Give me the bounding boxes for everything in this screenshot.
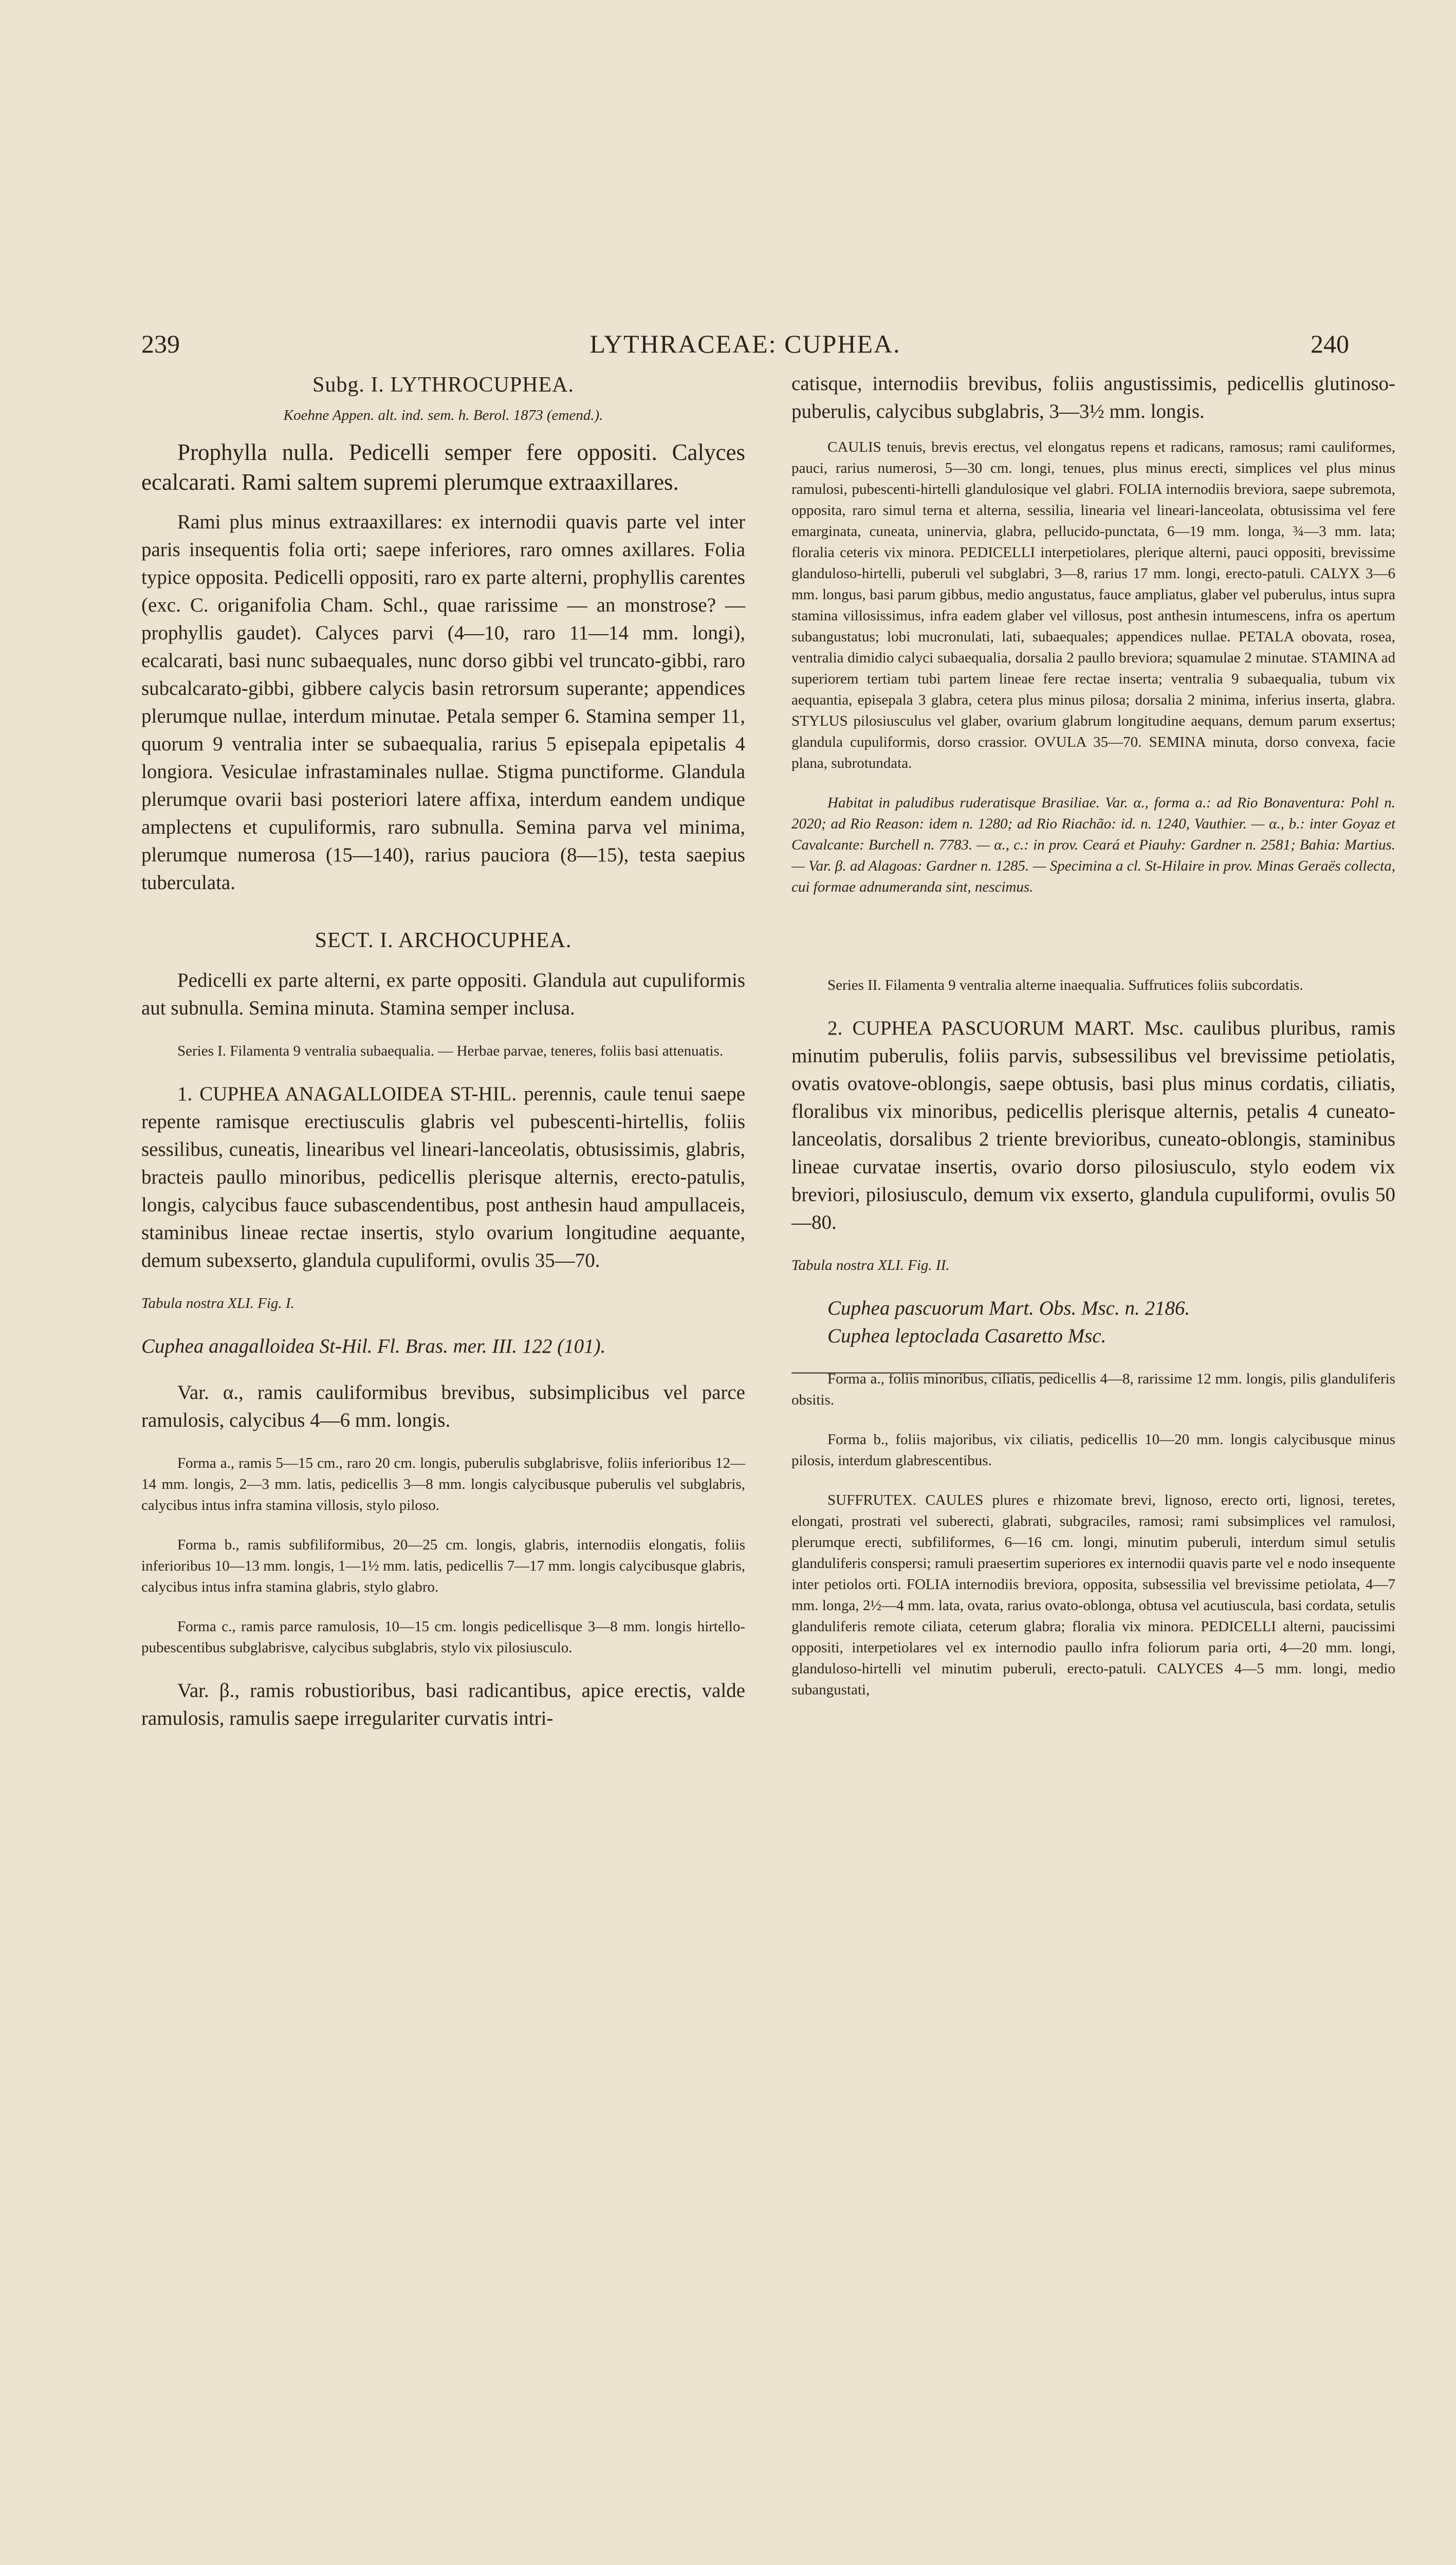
subgenus-title: Subg. I. LYTHROCUPHEA.	[312, 373, 574, 397]
synonym-two-b: Cuphea leptoclada Casaretto Msc.	[827, 1325, 1107, 1347]
section-divider	[791, 1372, 1059, 1374]
subgenus-citation: Koehne Appen. alt. ind. sem. h. Berol. 1873 (emend.).	[283, 407, 603, 423]
series-two: Series II. Filamenta 9 ventralia alterne inaequalia. Suffrutices foliis subcordatis.	[827, 977, 1303, 993]
species-two-diagnosis: Msc. caulibus pluribus, ramis minutim puberulis, foliis parvis, subsessilibus vel brevissime petiolatis, ovatis ovatove-oblongis, saepe obtusis, basi plus minus cordatis, ciliatis, floralibus vix minoribus, pedicellis plerisque alternis, petalis 4 cuneato-lanceolatis, dorsalibus 2 triente brevioribus, cuneato-oblongis, staminibus lineae curvatae insertis, ovario dorso pilosiusculo, stylo eodem vix breviori, pilosiusculo, demum vix exserto, glandula cupuliformi, ovulis 50—80.	[791, 1017, 1395, 1233]
species-two-name: 2. CUPHEA PASCUORUM MART.	[827, 1017, 1135, 1039]
right-column	[791, 370, 1395, 1701]
page-number-right: 240	[1311, 329, 1349, 358]
species-two-description: SUFFRUTEX. CAULES plures e rhizomate brevi, lignoso, erecto orti, lignosi, teretes, elongati, prostrati vel suberecti, glabrati, subgraciles, ramosi; rami subsimplices vel ramulosi, plerumque erecti, subfiliformes, 6—16 cm. longi, minutim puberuli, interdum simul setulis glanduliferis conspersi; ramuli praesertim superiores ex internodii quavis parte vel e nodo insequente inter petiolos orti. FOLIA internodiis breviora, opposita, subsessilia vel brevissime petiolata, 4—7 mm. longa, 2½—4 mm. lata, ovata, rarius ovato-oblonga, obtusa vel acutiuscula, basi cordata, setulis glanduliferis remote ciliata, ceterum glabra; floralia vix minora. PEDICELLI alterni, paucissimi oppositi, interpetiolares vel ex internodio paullo infra foliorum paria orti, 4—20 mm. longi, glanduloso-hirtelli vel minutim puberuli, erecto-patuli. CALYCES 4—5 mm. longi, medio subangustati,	[791, 1492, 1395, 1698]
tabula-one: Tabula nostra XLI. Fig. I.	[141, 1295, 294, 1312]
species-one-diagnosis: perennis, caule tenui saepe repente ramisque erectiusculis glabris vel pubescenti-hirtellis, foliis sessilibus, cuneatis, linearibus vel lineari-lanceolatis, obtusissimis, glabris, bracteis paullo minoribus, pedicellis plerisque alternis, erecto-patulis, longis, calycibus fauce subascendentibus, post anthesin haud ampullaceis, staminibus lineae rectae insertis, stylo ovarium longitudine aequante, demum subexserto, glandula cupuliformi, ovulis 35—70.	[141, 1083, 746, 1271]
species-one-description: CAULIS tenuis, brevis erectus, vel elongatus repens et radicans, ramosus; rami cauliformes, pauci, rarius numerosi, 5—30 cm. longi, tenues, plus minus erecti, simplices vel plus minus ramulosi, pubescenti-hirtelli glandulosique vel glabri. FOLIA internodiis breviora, saepe subremota, opposita, raro simul terna et alterna, sessilia, linearia vel lineari-lanceolata, obtusissima vel fere emarginata, cuneata, uninervia, glabra, pellucido-punctata, 6—19 mm. longa, ¾—3 mm. lata; floralia ceteris vix minora. PEDICELLI interpetiolares, plerique alterni, pauci oppositi, brevissime glanduloso-hirtelli, puberuli vel subglabri, 3—8, rarius 17 mm. longi, erecto-patuli. CALYX 3—6 mm. longus, basi parum gibbus, medio angustatus, fauce ampliatus, glaber vel puberulus, intus supra stamina villosissimus, infra eadem glaber vel villosus, post anthesin intumescens, infra os apertum subangustatus; lobi mucronulati, lati, subaequales; appendices nullae. PETALA obovata, rosea, ventralia dimidio calyci subaequalia, dorsalia 2 paullo breviora; squamulae 2 minutae. STAMINA ad superiorem tertiam tubi partem lineae fere rectae inserta; ventralia 9 subaequalia, tubum vix aequantia, episepala 3 glabra, cetera plus minus pilosa; dorsalia 2 minima, inferius inserta, glabra. STYLUS pilosiusculus vel glaber, ovarium glabrum longitudine aequans, demum parum exsertus; glandula cupuliformis, dorso crassior. OVULA 35—70. SEMINA minuta, dorso convexa, facie plana, subrotundata.	[791, 439, 1395, 771]
species-one-name: 1. CUPHEA ANAGALLOIDEA ST-HIL.	[177, 1083, 517, 1105]
forma-c: Forma c., ramis parce ramulosis, 10—15 cm. longis pedicellisque 3—8 mm. longis hirtello-pubescentibus subglabrisve, calycibus subglabris, stylo vix pilosiusculo.	[141, 1618, 745, 1656]
species-two	[791, 1014, 1395, 1237]
forma-two-a: Forma a., foliis minoribus, ciliatis, pedicellis 4—8, rarissime 12 mm. longis, pilis glanduliferis obsitis.	[791, 1371, 1395, 1408]
variety-beta: Var. β., ramis robustioribus, basi radicantibus, apice erectis, valde ramulosis, ramulis saepe irregulariter curvatis intri-	[141, 1680, 745, 1729]
section-description: Pedicelli ex parte alterni, ex parte oppositi. Glandula aut cupuliformis aut subnulla. Semina minuta. Stamina semper inclusa.	[141, 969, 745, 1019]
forma-b: Forma b., ramis subfiliformibus, 20—25 cm. longis, glabris, internodiis elongatis, foliis inferioribus 10—13 mm. longis, 1—1½ mm. latis, pedicellis 7—17 mm. longis calycibusque glabris, calycibus intus infra stamina glabris, stylo glabro.	[141, 1537, 745, 1595]
running-header	[141, 329, 1349, 360]
running-title: LYTHRACEAE: CUPHEA.	[589, 329, 901, 358]
tabula-two: Tabula nostra XLI. Fig. II.	[791, 1257, 950, 1274]
habitat-one: Habitat in paludibus ruderatisque Brasiliae. Var. α., forma a.: ad Rio Bonaventura: Pohl n. 2020; ad Rio Reason: idem n. 1280; ad Rio Riachão: id. n. 1240, Vauthier. — α., b.: inter Goyaz et Cavalcante: Burchell n. 7783. — α., c.: in prov. Ceará et Piauhy: Gardner n. 2581; Bahia: Martius. — Var. β. ad Alagoas: Gardner n. 1285. — Specimina a cl. St-Hilaire in prov. Minas Geraës collecta, cui formae adnumeranda sint, nescimus.	[791, 795, 1395, 895]
forma-two-b: Forma b., foliis majoribus, vix ciliatis, pedicellis 10—20 mm. longis calycibusque minus pilosis, interdum glabrescentibus.	[791, 1431, 1395, 1469]
synonym-one: Cuphea anagalloidea St-Hil. Fl. Bras. mer. III. 122 (101).	[141, 1335, 606, 1357]
page-number-left: 239	[141, 329, 180, 358]
section-title: SECT. I. ARCHOCUPHEA.	[315, 929, 572, 952]
variety-alpha: Var. α., ramis cauliformibus brevibus, subsimplicibus vel parce ramulosis, calycibus 4—6 mm. longis.	[141, 1381, 745, 1431]
species-one	[141, 1080, 745, 1275]
variety-beta-continuation: catisque, internodiis brevibus, foliis angustissimis, pedicellis glutinoso-puberulis, calycibus subglabris, 3—3½ mm. longis.	[791, 373, 1395, 422]
left-column	[141, 370, 745, 1732]
series-one: Series I. Filamenta 9 ventralia subaequalia. — Herbae parvae, teneres, foliis basi attenuatis.	[177, 1043, 724, 1059]
synonym-two-a: Cuphea pascuorum Mart. Obs. Msc. n. 2186.	[827, 1297, 1190, 1319]
subgenus-description: Rami plus minus extraaxillares: ex internodii quavis parte vel inter paris insequentis folia orti; saepe inferiores, raro omnes axillares. Folia typice opposita. Pedicelli oppositi, raro ex parte alterni, prophyllis carentes (exc. C. origanifolia Cham. Schl., quae rarissime — an monstrose? — prophyllis gaudet). Calyces parvi (4—10, raro 11—14 mm. longi), ecalcarati, basi nunc subaequales, nunc dorso gibbi vel truncato-gibbi, raro subcalcarato-gibbi, gibbere calycis basin retrorsum superante; appendices plerumque nullae, interdum minutae. Petala semper 6. Stamina semper 11, quorum 9 ventralia inter se subaequalia, rarius 5 episepala epipetalis 4 longiora. Vesiculae infrastaminales nullae. Stigma punctiforme. Glandula plerumque ovarii basi posteriori latere affixa, interdum eandem undique amplectens et cupuliformis, raro subnulla. Semina parva vel minima, plerumque numerosa (15—140), rarius pauciora (8—15), testa saepius tuberculata.	[141, 511, 745, 894]
subgenus-diagnosis: Prophylla nulla. Pedicelli semper fere oppositi. Calyces ecalcarati. Rami saltem supremi plerumque extraaxillares.	[141, 439, 745, 495]
forma-a: Forma a., ramis 5—15 cm., raro 20 cm. longis, puberulis subglabrisve, foliis inferioribus 12—14 mm. longis, 2—3 mm. latis, pedicellis 3—8 mm. longis calycibusque puberulis vel subglabris, calycibus intus infra stamina villosis, stylo piloso.	[141, 1455, 745, 1514]
